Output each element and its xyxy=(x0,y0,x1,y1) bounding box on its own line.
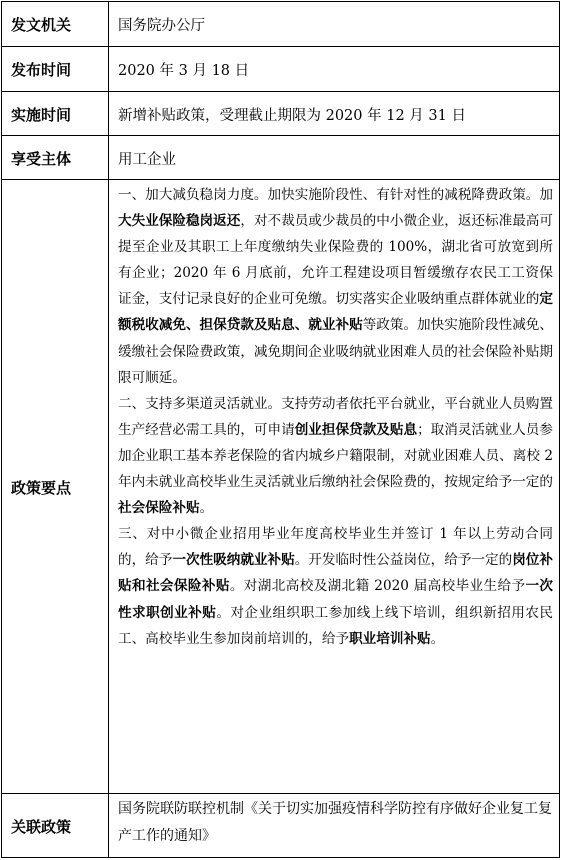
policy-paragraph-2: 二、支持多渠道灵活就业。支持劳动者依托平台就业，平台就业人员购置生产经营必需工具的，可申请创业担保贷款及贴息；取消灵活就业人员参加企业职工基本养老保险的省内城乡户籍限制，对就业困难人员、离校 2 年内未就业高校毕业生灵活就业后缴纳社会保险费的，按规定给予一定的社会保险补贴。 xyxy=(118,395,553,517)
related-row xyxy=(2,793,559,858)
policy-paragraph-1: 一、加大减负稳岗力度。加快实施阶段性、有针对性的减税降费政策。加大失业保险稳岗返还，对不裁员或少裁员的中小微企业，返还标准最高可提至企业及其职工上年度缴纳失业保险费的 100%，湖北省可放宽到所有企业；2020 年 6 月底前，允许工程建设项目暂缓缴存农民工工资保证金，支付记录良好的企业可免缴。切实落实企业吸纳重点群体就业的定额税收减免、担保贷款及贴息、就业补贴等政策。加快实施阶段性减免、缓缴社会保险费政策，减免期间企业吸纳就业困难人员的社会保险补贴期限可顺延。 xyxy=(118,187,553,386)
release-value: 2020 年 3 月 18 日 xyxy=(118,63,250,79)
implementation-label: 实施时间 xyxy=(2,92,109,136)
policy-paragraph-3: 三、对中小微企业招用毕业年度高校毕业生并签订 1 年以上劳动合同的，给予一次性吸纳就业补贴。开发临时性公益岗位，给予一定的岗位补贴和社会保险补贴。对湖北高校及湖北籍 2020 届高校毕业生给予一次性求职创业补贴。对企业组织职工参加线上线下培训，组织新招用农民工、高校毕业生参加岗前培训的，给予职业培训补贴。 xyxy=(118,526,554,647)
policy-content xyxy=(110,180,559,794)
related-value: 国务院联防联控机制《关于切实加强疫情科学防控有序做好企业复工复产工作的通知》 xyxy=(118,801,552,844)
release-label: 发布时间 xyxy=(2,47,109,92)
implementation-row xyxy=(2,91,559,136)
issuer-value: 国务院办公厅 xyxy=(118,17,205,34)
policy-table xyxy=(1,1,560,858)
release-row xyxy=(2,46,559,92)
issuer-label: 发文机关 xyxy=(2,2,109,46)
policy-row xyxy=(2,179,559,794)
implementation-value: 新增补贴政策，受理截止期限为 2020 年 12 月 31 日 xyxy=(118,107,466,124)
issuer-row xyxy=(2,2,559,46)
subject-row xyxy=(2,135,559,180)
subject-value: 用工企业 xyxy=(118,151,176,168)
policy-label: 政策要点 xyxy=(2,180,109,794)
subject-label: 享受主体 xyxy=(2,136,109,180)
related-label: 关联政策 xyxy=(2,794,109,858)
